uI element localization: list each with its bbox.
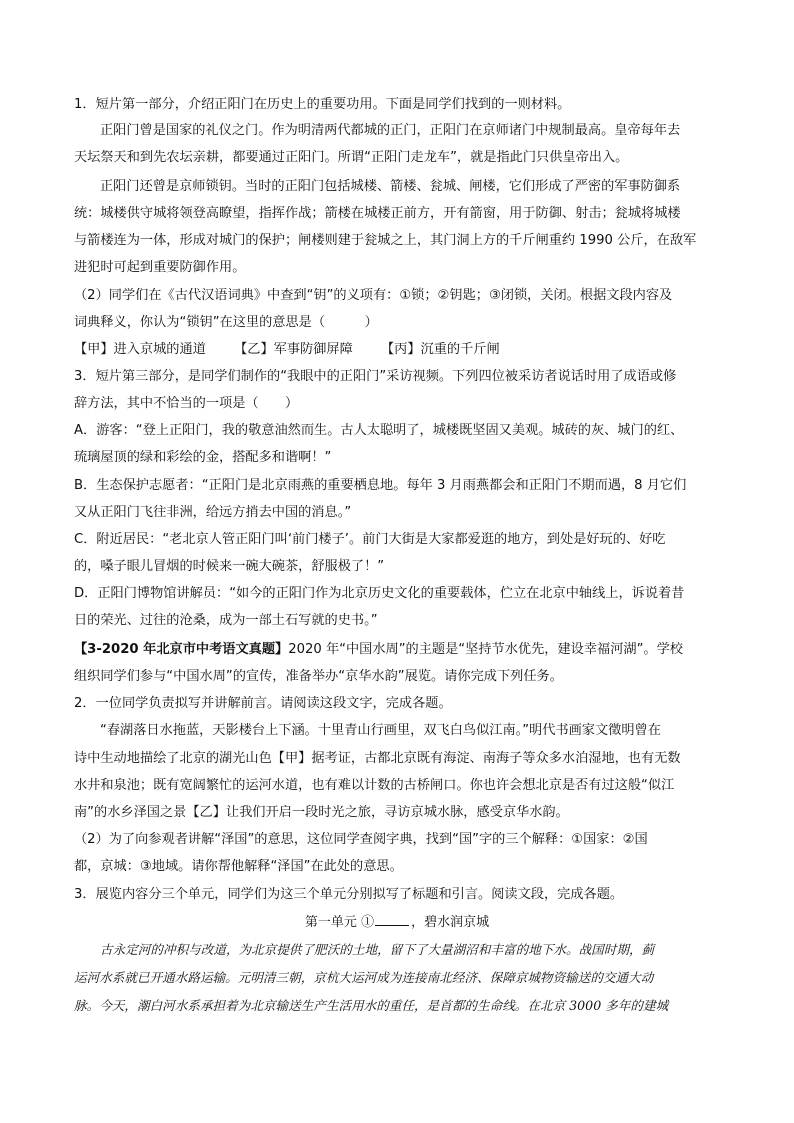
unit-1-title: ，碧水润京城 — [411, 915, 490, 930]
choice-a: 琉璃屋顶的绿和彩绘的金，搭配多和谐啊！” — [74, 450, 332, 465]
material-paragraph-2-line: 与箭楼连为一体，形成对城门的保护；闸楼则建于瓮城之上，其门洞上方的千斤闸重约 1990 公斤，在敌军 — [74, 233, 697, 248]
question-1-stem: 1．短片第一部分，介绍正阳门在历史上的重要功用。下面是同学们找到的一则材料。 — [74, 97, 571, 112]
unit-1-text-line: 古永定河的冲积与改道，为北京提供了肥沃的土地，留下了大量湖沼和丰富的地下水。战国时期，蓟 — [100, 942, 655, 957]
exam-source-tag: 【3-2020 年北京市中考语文真题】 — [74, 642, 289, 657]
subquestion-2-stem: 词典释义，你认为“锁钥”在这里的意思是（ ） — [74, 315, 378, 330]
option-bing: 【丙】沉重的千斤闸 — [380, 342, 500, 357]
choice-d: D．正阳门博物馆讲解员：“如今的正阳门作为北京历史文化的重要载体，伫立在北京中轴线上，诉说着昔 — [74, 586, 685, 601]
preface-paragraph-line: 诗中生动地描绘了北京的湖光山色【甲】据考证，古都北京既有海淀、南海子等众多水泊湿地，也有无数 — [74, 751, 681, 766]
question-3-stem: 3．短片第三部分，是同学们制作的“我眼中的正阳门”采访视频。下列四位被采访者说话时用了成语或修 — [74, 369, 677, 384]
unit-1-text-line: 脉。今天，潮白河水系承担着为北京输送生产生活用水的重任，是首都的生命线。在北京 3000 多年的建城 — [74, 998, 669, 1013]
material-paragraph-1-line: 天坛祭天和到先农坛亲耕，都要通过正阳门。所谓“正阳门走龙车”，就是指此门只供皇帝出入。 — [74, 150, 629, 165]
unit-1-fill-blank — [375, 912, 409, 926]
task-2-subquestion: （2）为了向参观者讲解“泽国”的意思，这位同学查阅字典，找到“国”字的三个解释：①国家：②国 — [74, 832, 648, 847]
material-paragraph-2-line: 统：城楼供守城将领登高瞭望，指挥作战；箭楼在城楼正前方，开有箭窗，用于防御、射击；瓮城将城楼 — [74, 206, 681, 221]
preface-paragraph-line: “春湖落日水拖蓝，天影楼台上下涵。十里青山行画里，双飞白鸟似江南。”明代书画家文徵明曾在 — [100, 723, 661, 738]
answer-options — [74, 340, 734, 360]
question-3-stem: 辞方法，其中不恰当的一项是（ ） — [74, 396, 299, 411]
choice-b: B．生态保护志愿者：“正阳门是北京雨燕的重要栖息地。每年 3 月雨燕都会和正阳门不期而遇，8 月它们 — [74, 478, 687, 493]
preface-paragraph-line: 水井和泉池；既有宽阔繁忙的运河水道，也有难以计数的古桥闸口。你也许会想北京是否有过这般“似江 — [74, 778, 675, 793]
choice-c: 的，嗓子眼儿冒烟的时候来一碗大碗茶，舒服极了！” — [74, 559, 385, 574]
unit-1-text-line: 运河水系就已开通水路运输。元明清三朝，京杭大运河成为连接南北经济、保障京城物资输送的交通大动 — [74, 970, 654, 985]
choice-a: A．游客：“登上正阳门，我的敬意油然而生。古人太聪明了，城楼既坚固又美观。城砖的灰、城门的红、 — [74, 423, 684, 438]
unit-1-blank-marker: ① — [361, 915, 375, 930]
choice-d: 日的荣光、过往的沧桑，成为一部土石写就的史书。” — [74, 613, 378, 628]
exam-source-line — [74, 640, 734, 660]
material-paragraph-1-line: 正阳门曾是国家的礼仪之门。作为明清两代都城的正门，正阳门在京师诸门中规制最高。皇帝每年去 — [100, 123, 681, 138]
option-yi: 【乙】军事防御屏障 — [234, 342, 353, 357]
unit-1-heading — [0, 912, 794, 933]
choice-b: 又从正阳门飞往非洲，给远方捎去中国的消息。” — [74, 505, 352, 520]
preface-paragraph-line: 南”的水乡泽国之景【乙】让我们开启一段时光之旅，寻访京城水脉，感受京华水韵。 — [74, 805, 569, 820]
material-paragraph-2-line: 进犯时可起到重要防御作用。 — [74, 260, 246, 275]
choice-c: C．附近居民：“老北京人管正阳门叫‘前门楼子’。前门大街是大家都爱逛的地方，到处是好玩的、好吃 — [74, 532, 666, 547]
option-jia: 【甲】进入京城的通道 — [74, 342, 206, 357]
exam-source-intro: 2020 年“中国水周”的主题是“坚持节水优先，建设幸福河湖”。学校 — [288, 642, 683, 657]
subquestion-2-stem: （2）同学们在《古代汉语词典》中查到“钥”的义项有：①锁；②钥匙；③闭锁，关闭。根据文段内容及 — [74, 288, 673, 303]
task-2-subquestion: 都，京城：③地域。请你帮他解释“泽国”在此处的意思。 — [74, 859, 403, 874]
material-paragraph-2-line: 正阳门还曾是京师锁钥。当时的正阳门包括城楼、箭楼、瓮城、闸楼，它们形成了严密的军事防御系 — [100, 179, 681, 194]
exam-intro-line: 组织同学们参与“中国水周”的宣传，准备举办“京华水韵”展览。请你完成下列任务。 — [74, 669, 563, 684]
task-2-stem: 2．一位同学负责拟写并讲解前言。请阅读这段文字，完成各题。 — [74, 696, 452, 711]
unit-1-prefix: 第一单元 — [304, 915, 357, 930]
task-3-stem: 3．展览内容分三个单元，同学们为这三个单元分别拟写了标题和引言。阅读文段，完成各题。 — [74, 887, 624, 902]
